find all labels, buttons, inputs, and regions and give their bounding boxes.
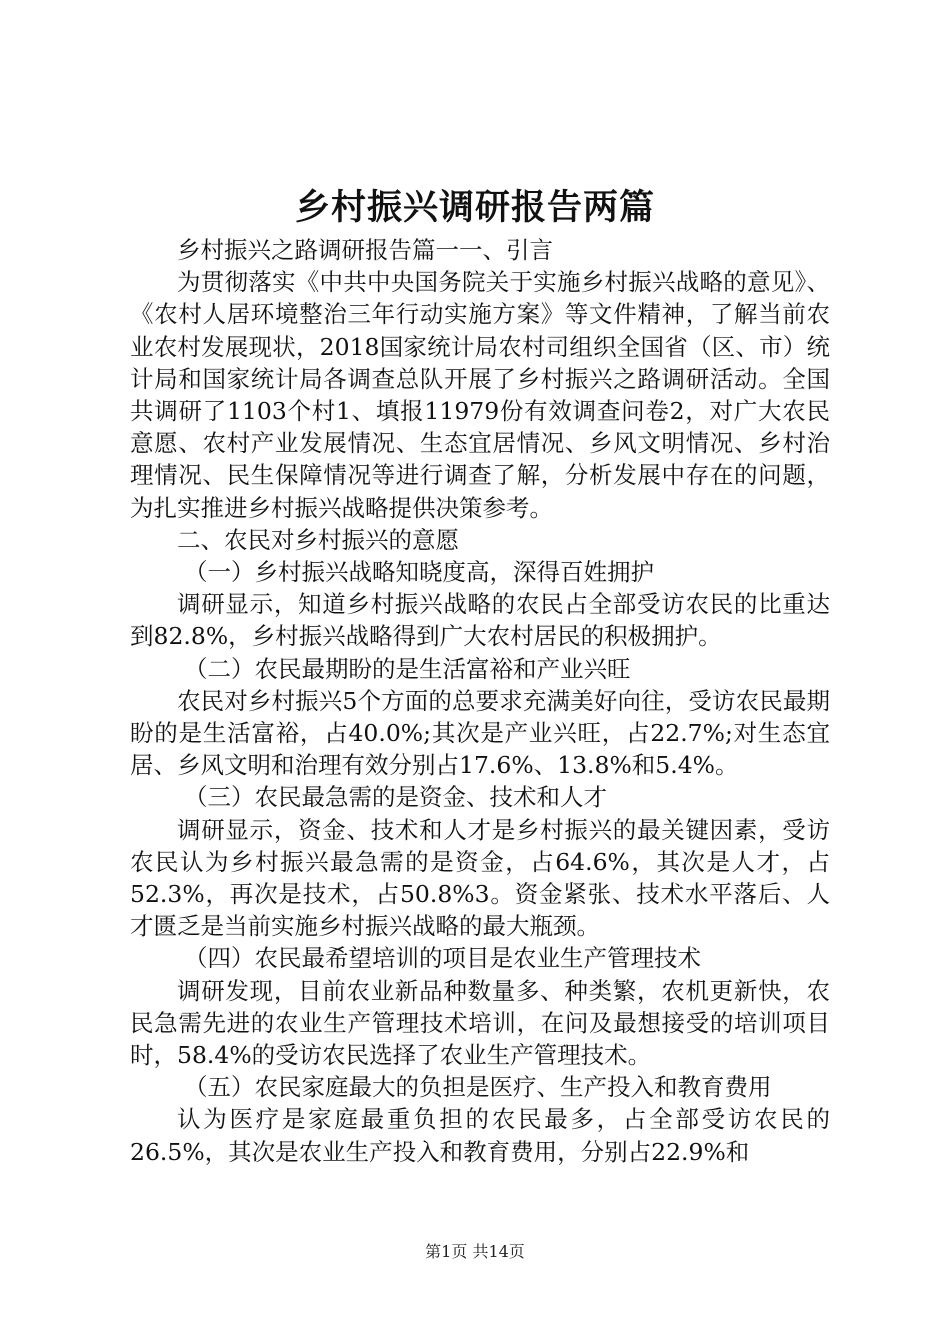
subsection-heading-5: （五）农民家庭最大的负担是医疗、生产投入和教育费用 [184,1073,772,1102]
document-title: 乡村振兴调研报告两篇 [294,187,655,228]
paragraph-intro: 为贯彻落实《中共中央国务院关于实施乡村振兴战略的意见》、《农村人居环境整治三年行动实施方案》等文件精神，了解当前农业农村发展现状，2018国家统计局农村司组织全国省（区、市）统计局和国家统计局各调查总队开展了乡村振兴之路调研活动。全国共调研了1103个村1、填报11979份有效调查问卷2，对广大农民意愿、农村产业发展情况、生态宜居情况、乡风文明情况、乡村治理情况、民生保障情况等进行调查了解，分析发展中存在的问题，为扎实推进乡村振兴战略提供决策参考。 [130,268,830,522]
subsection-heading-3: （三）农民最急需的是资金、技术和人才 [184,783,608,812]
section-heading-2: 二、农民对乡村振兴的意愿 [177,525,459,554]
document-body [130,234,830,1168]
paragraph-training: 调研发现，目前农业新品种数量多、种类繁，农机更新快，农民急需先进的农业生产管理技术培训，在问及最想接受的培训项目时，58.4%的受访农民选择了农业生产管理技术。 [130,976,830,1070]
paragraph-intro-heading: 乡村振兴之路调研报告篇一一、引言 [177,236,553,264]
paragraph-awareness: 调研显示，知道乡村振兴战略的农民占全部受访农民的比重达到82.8%，乡村振兴战略得到广大农村居民的积极拥护。 [130,590,830,651]
page-number-footer: 第1页 共14页 [425,1242,525,1261]
subsection-heading-2: （二）农民最期盼的是生活富裕和产业兴旺 [184,654,631,683]
subsection-heading-4: （四）农民最希望培训的项目是农业生产管理技术 [184,944,702,973]
paragraph-expectations: 农民对乡村振兴5个方面的总要求充满美好向往，受访农民最期盼的是生活富裕，占40.0%;其次是产业兴旺，占22.7%;对生态宜居、乡风文明和治理有效分别占17.6%、13.8%和5.4%。 [130,686,830,780]
paragraph-burden: 认为医疗是家庭最重负担的农民最多，占全部受访农民的26.5%，其次是农业生产投入和教育费用，分别占22.9%和 [130,1105,830,1166]
subsection-heading-1: （一）乡村振兴战略知晓度高，深得百姓拥护 [184,558,655,587]
paragraph-needs: 调研显示，资金、技术和人才是乡村振兴的最关键因素，受访农民认为乡村振兴最急需的是资金，占64.6%，其次是人才，占52.3%，再次是技术，占50.8%3。资金紧张、技术水平落后、人才匮乏是当前实施乡村振兴战略的最大瓶颈。 [130,815,830,941]
